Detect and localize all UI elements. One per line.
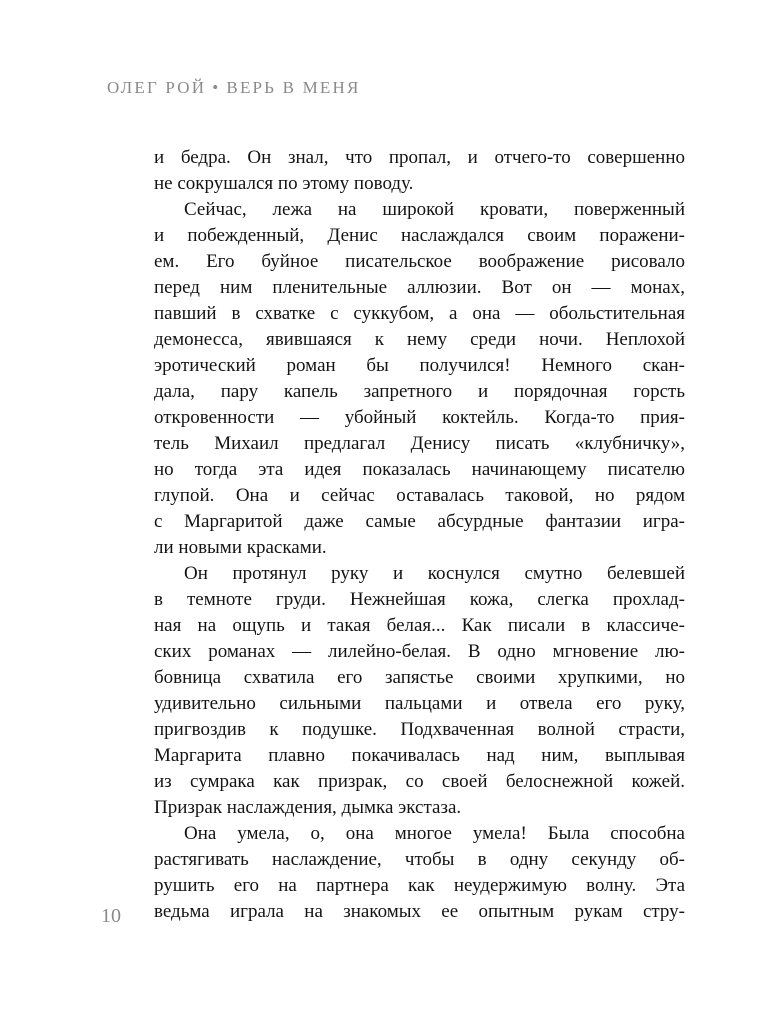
text-line: с Маргаритой даже самые абсурдные фантазии игра- (154, 511, 685, 532)
text-line: бовница схватила его запястье своими хрупкими, но (154, 667, 685, 688)
text-line: ведьма играла на знакомых ее опытным рукам стру- (154, 901, 685, 922)
text-line: откровенности — убойный коктейль. Когда-то прия- (154, 407, 685, 428)
text-line: Он протянул руку и коснулся смутно белевшей (184, 563, 685, 584)
text-line: но тогда эта идея показалась начинающему писателю (154, 459, 685, 480)
text-line: и побежденный, Денис наслаждался своим поражени- (154, 225, 685, 246)
text-line: ная на ощупь и такая белая... Как писали в классиче- (154, 615, 685, 636)
text-line: пригвоздив к подушке. Подхваченная волной страсти, (154, 719, 685, 740)
text-line: ских романах — лилейно-белая. В одно мгновение лю- (154, 641, 685, 662)
text-line: демонесса, явившаяся к нему среди ночи. Неплохой (154, 329, 685, 350)
text-line: ем. Его буйное писательское воображение рисовало (154, 251, 685, 272)
text-line: перед ним пленительные аллюзии. Вот он — монах, (154, 277, 685, 298)
text-line: Маргарита плавно покачивалась над ним, выплывая (154, 745, 685, 766)
text-line: Она умела, о, она многое умела! Была способна (184, 823, 685, 844)
body-text (154, 145, 685, 925)
header-book-title: ВЕРЬ В МЕНЯ (226, 78, 361, 97)
text-line: Призрак наслаждения, дымка экстаза. (154, 797, 462, 818)
text-line: павший в схватке с суккубом, а она — обольстительная (154, 303, 685, 324)
text-line: не сокрушался по этому поводу. (154, 173, 414, 194)
header-author: ОЛЕГ РОЙ (107, 78, 207, 97)
text-line: удивительно сильными пальцами и отвела его руку, (154, 693, 685, 714)
text-line: рушить его на партнера как неудержимую волну. Эта (154, 875, 685, 896)
text-line: дала, пару капель запретного и порядочная горсть (154, 381, 685, 402)
text-line: и бедра. Он знал, что пропал, и отчего-то совершенно (154, 147, 685, 168)
text-line: в темноте груди. Нежнейшая кожа, слегка прохлад- (154, 589, 685, 610)
header-separator: • (212, 78, 221, 97)
page-number: 10 (101, 905, 121, 927)
text-line: растягивать наслаждение, чтобы в одну секунду об- (154, 849, 685, 870)
running-head (107, 78, 361, 98)
text-line: глупой. Она и сейчас оставалась таковой, но рядом (154, 485, 685, 506)
text-line: ли новыми красками. (154, 537, 327, 558)
text-line: Сейчас, лежа на широкой кровати, поверженный (184, 199, 685, 220)
text-line: тель Михаил предлагал Денису писать «клубничку», (154, 433, 685, 454)
text-line: из сумрака как призрак, со своей белоснежной кожей. (154, 771, 685, 792)
text-line: эротический роман бы получился! Немного скан- (154, 355, 685, 376)
